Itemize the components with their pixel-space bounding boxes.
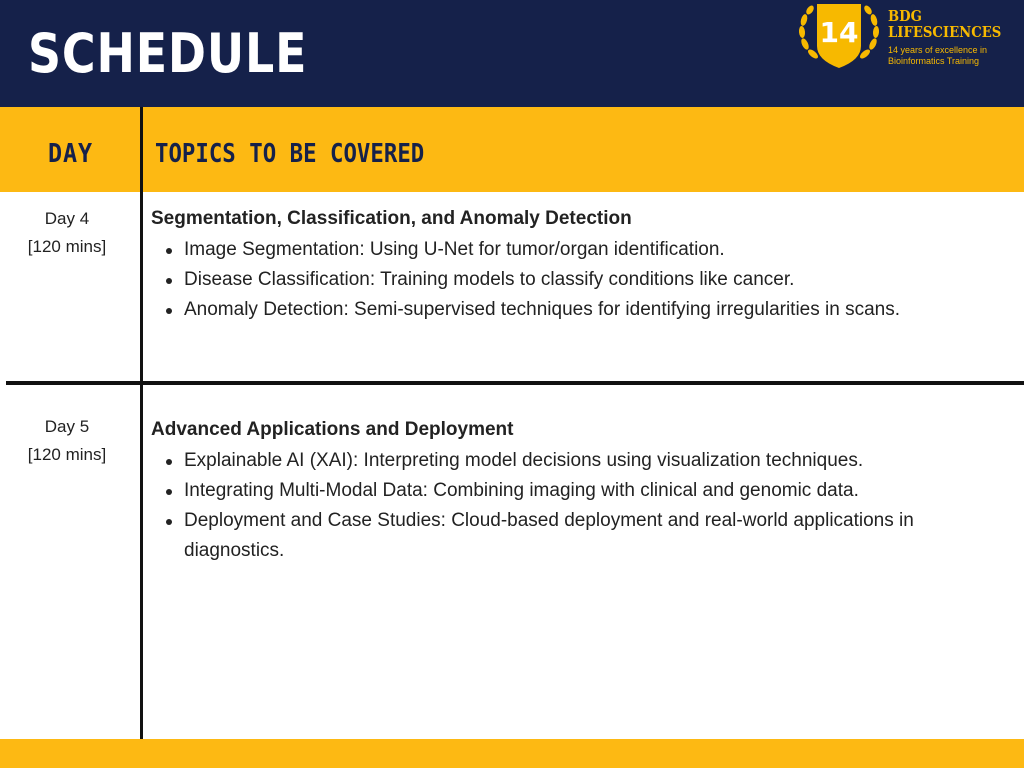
list-item: Deployment and Case Studies: Cloud-based deployment and real-world applications in diagnostics. [184,506,944,566]
section-title: Segmentation, Classification, and Anomaly Detection [151,208,632,229]
page-title: SCHEDULE [28,22,308,85]
brand-tagline: 14 years of excellence in Bioinformatics Training [888,45,988,66]
list-item: Disease Classification: Training models to classify conditions like cancer. [184,265,944,295]
day-cell [0,413,134,469]
day-duration: [120 mins] [27,445,107,464]
topic-list [184,235,944,325]
column-header-topics: TOPICS TO BE COVERED [155,139,425,169]
brand-name: BDG LIFESCIENCES [888,7,1002,41]
list-item: Integrating Multi-Modal Data: Combining imaging with clinical and genomic data. [184,476,944,506]
column-divider [140,107,143,739]
list-item: Anomaly Detection: Semi-supervised techniques for identifying irregularities in scans. [184,295,944,325]
header-bar [0,0,1024,107]
list-item: Image Segmentation: Using U-Net for tumor/organ identification. [184,235,944,265]
day-name: Day 5 [44,417,90,436]
brand-logo [796,2,1022,72]
footer-bar [0,739,1024,768]
column-header-day: DAY [48,139,93,169]
day-duration: [120 mins] [27,237,107,256]
row-divider [6,381,1024,385]
badge-number: 14 [819,16,859,49]
table-header-row [0,107,1024,192]
list-item: Explainable AI (XAI): Interpreting model decisions using visualization techniques. [184,446,944,476]
day-cell [0,205,134,261]
topic-list [184,446,944,566]
day-name: Day 4 [44,209,90,228]
section-title: Advanced Applications and Deployment [151,419,514,440]
